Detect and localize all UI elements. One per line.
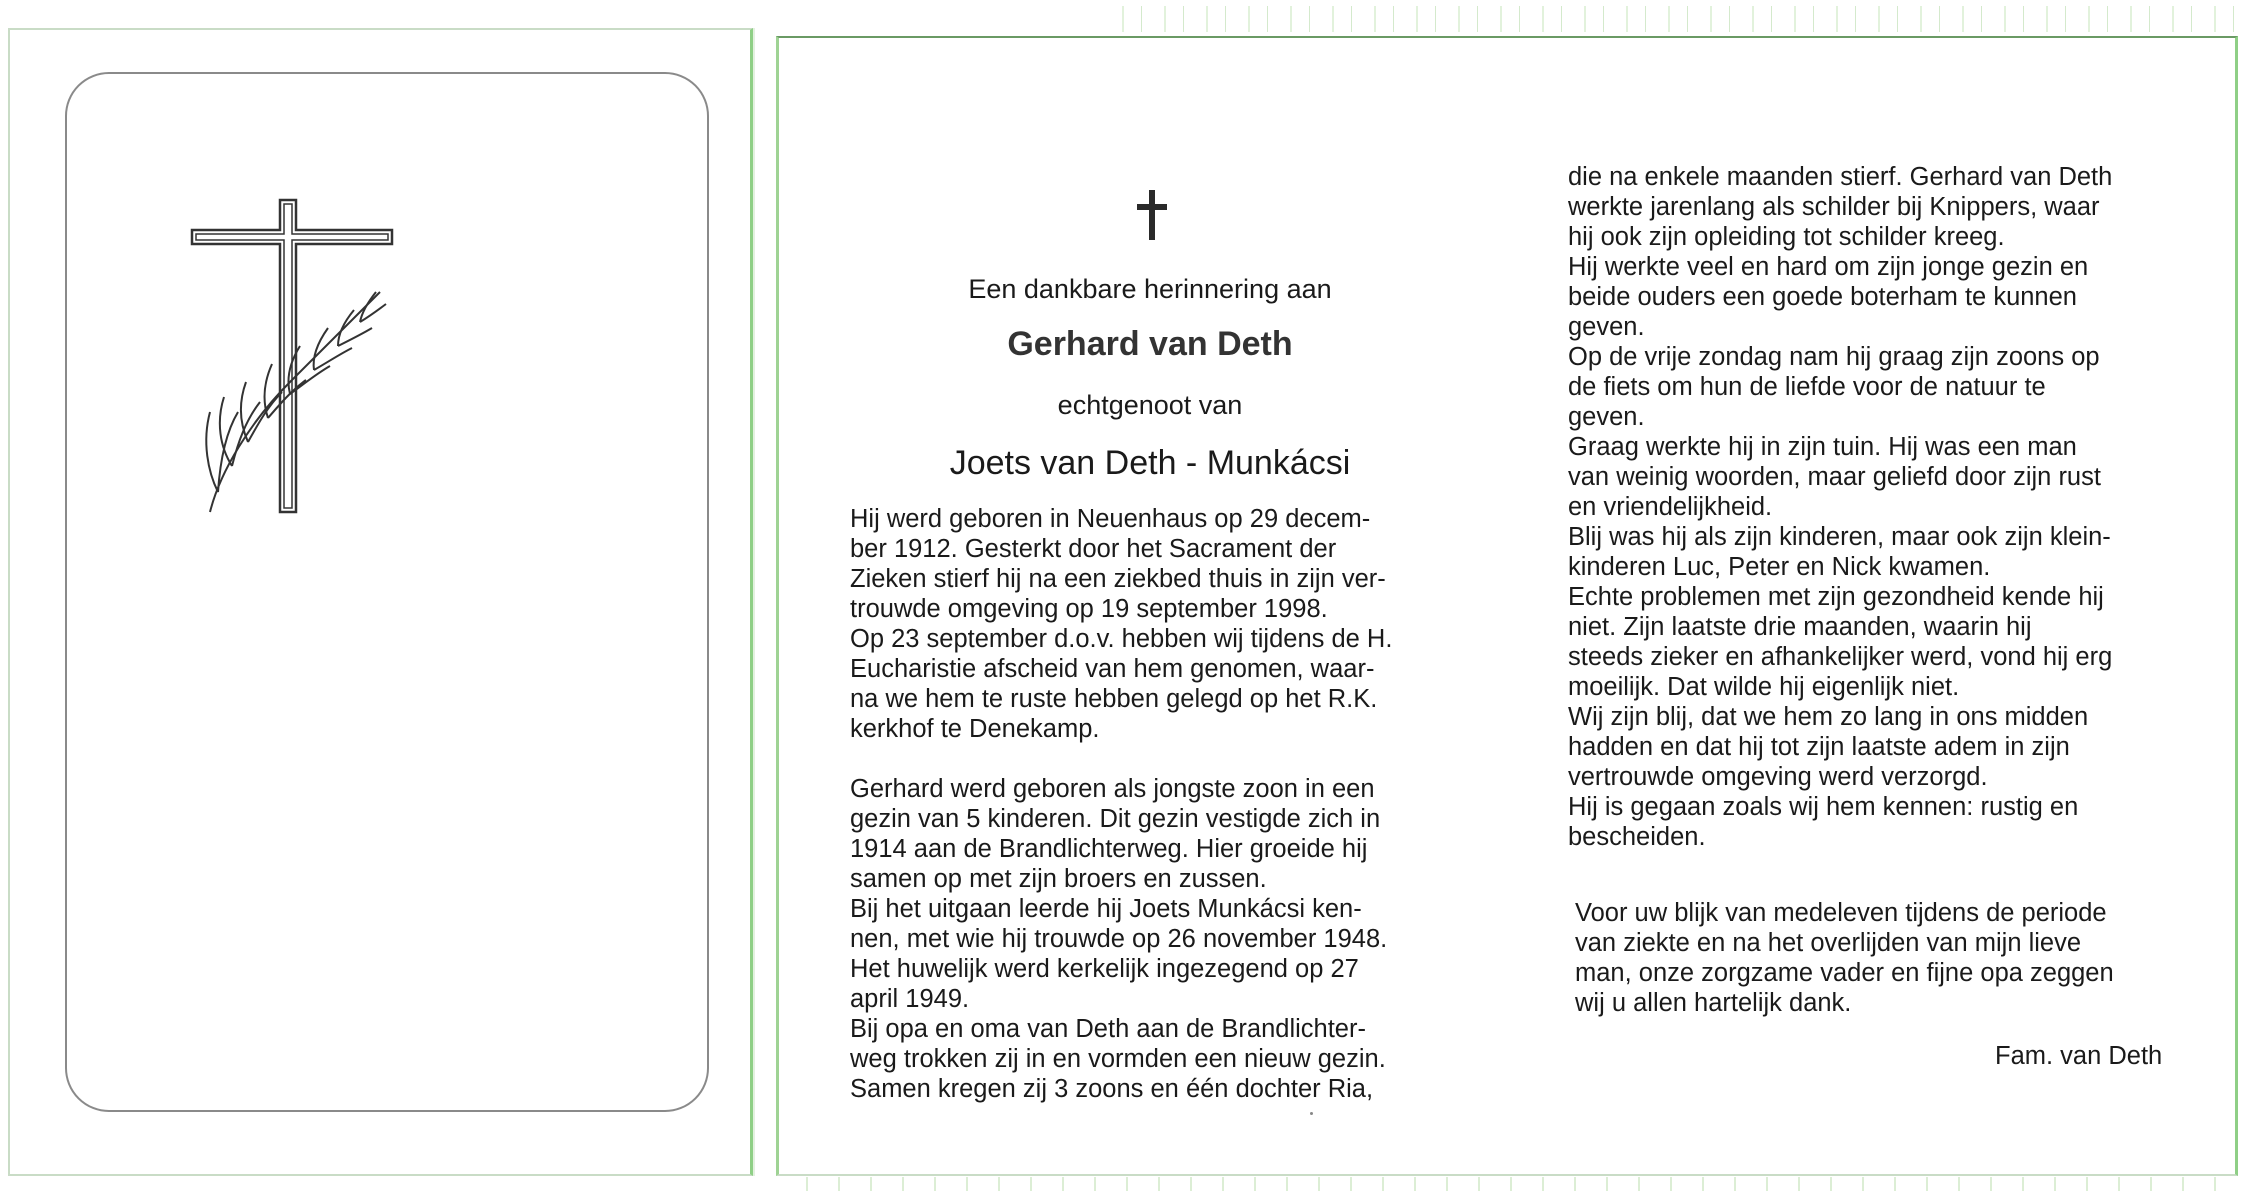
text-line: Eucharistie afscheid van hem genomen, waar- xyxy=(850,655,1375,683)
text-line: na we hem te ruste hebben gelegd op het R.K. xyxy=(850,685,1378,713)
text-line: Op 23 september d.o.v. hebben wij tijdens de H. xyxy=(850,625,1393,653)
text-line: Hij werd geboren in Neuenhaus op 29 decem- xyxy=(850,505,1371,533)
text-line: Op de vrije zondag nam hij graag zijn zoons op xyxy=(1568,343,2100,371)
biography-right-column xyxy=(1568,162,2188,852)
text-line: Hij is gegaan zoals wij hem kennen: rustig en xyxy=(1568,793,2079,821)
scan-edge-strip-bottom xyxy=(776,1177,2238,1191)
paragraph-birth-death xyxy=(850,504,1490,744)
text-line: Bij opa en oma van Deth aan de Brandlichter- xyxy=(850,1015,1366,1043)
text-line: hij ook zijn opleiding tot schilder kreeg. xyxy=(1568,223,2005,251)
scan-speck xyxy=(1310,1112,1313,1115)
thanks-paragraph xyxy=(1575,898,2195,1018)
text-line: Echte problemen met zijn gezondheid kende hij xyxy=(1568,583,2104,611)
text-line: man, onze zorgzame vader en fijne opa zeggen xyxy=(1575,959,2114,987)
deceased-name: Gerhard van Deth xyxy=(1007,325,1293,363)
cross-icon xyxy=(1135,188,1169,242)
scan-edge-strip xyxy=(1100,6,2240,32)
text-line: steeds zieker en afhankelijker werd, vond hij erg xyxy=(1568,643,2113,671)
text-line: nen, met wie hij trouwde op 26 november 1948. xyxy=(850,925,1388,953)
card-front xyxy=(8,28,753,1176)
text-line: wij u allen hartelijk dank. xyxy=(1575,989,1852,1017)
text-line: ber 1912. Gesterkt door het Sacrament der xyxy=(850,535,1337,563)
text-line: hadden en dat hij tot zijn laatste adem in zijn xyxy=(1568,733,2070,761)
text-line: moeilijk. Dat wilde hij eigenlijk niet. xyxy=(1568,673,1960,701)
text-line: Zieken stierf hij na een ziekbed thuis in zijn ver- xyxy=(850,565,1386,593)
text-line: Het huwelijk werd kerkelijk ingezegend op 27 xyxy=(850,955,1359,983)
text-line: Voor uw blijk van medeleven tijdens de periode xyxy=(1575,899,2107,927)
text-line: kinderen Luc, Peter en Nick kwamen. xyxy=(1568,553,1991,581)
text-line: beide ouders een goede boterham te kunnen xyxy=(1568,283,2077,311)
text-line: Hij werkte veel en hard om zijn jonge gezin en xyxy=(1568,253,2089,281)
paragraph-life-story xyxy=(850,774,1490,1104)
text-line: en vriendelijkheid. xyxy=(1568,493,1773,521)
text-line: die na enkele maanden stierf. Gerhard van Deth xyxy=(1568,163,2113,191)
text-line: weg trokken zij in en vormden een nieuw gezin. xyxy=(850,1045,1386,1073)
text-line: niet. Zijn laatste drie maanden, waarin hij xyxy=(1568,613,2032,641)
family-signature: Fam. van Deth xyxy=(1995,1042,2163,1070)
text-line: werkte jarenlang als schilder bij Knippers, waar xyxy=(1568,193,2100,221)
text-line: samen op met zijn broers en zussen. xyxy=(850,865,1267,893)
text-line: april 1949. xyxy=(850,985,970,1013)
text-line: geven. xyxy=(1568,313,1645,341)
text-line: kerkhof te Denekamp. xyxy=(850,715,1100,743)
text-line: vertrouwde omgeving werd verzorgd. xyxy=(1568,763,1988,791)
text-line: Wij zijn blij, dat we hem zo lang in ons midden xyxy=(1568,703,2089,731)
text-line: Graag werkte hij in zijn tuin. Hij was een man xyxy=(1568,433,2077,461)
text-line: de fiets om hun de liefde voor de natuur te xyxy=(1568,373,2046,401)
text-line: gezin van 5 kinderen. Dit gezin vestigde zich in xyxy=(850,805,1381,833)
spouse-label: echtgenoot van xyxy=(1057,390,1243,420)
text-line: Samen kregen zij 3 zoons en één dochter Ria, xyxy=(850,1075,1374,1103)
text-line: bescheiden. xyxy=(1568,823,1706,851)
text-line: Gerhard werd geboren als jongste zoon in een xyxy=(850,775,1375,803)
text-line: 1914 aan de Brandlichterweg. Hier groeide hij xyxy=(850,835,1368,863)
text-line: Blij was hij als zijn kinderen, maar ook zijn klein- xyxy=(1568,523,2111,551)
cross-with-palm-branch-icon xyxy=(180,192,410,532)
spouse-name: Joets van Deth - Munkácsi xyxy=(949,444,1351,482)
text-line: trouwde omgeving op 19 september 1998. xyxy=(850,595,1328,623)
text-line: Bij het uitgaan leerde hij Joets Munkácsi ken- xyxy=(850,895,1362,923)
text-line: van weinig woorden, maar geliefd door zijn rust xyxy=(1568,463,2101,491)
text-line: van ziekte en na het overlijden van mijn lieve xyxy=(1575,929,2082,957)
text-line: geven. xyxy=(1568,403,1645,431)
intro-text: Een dankbare herinnering aan xyxy=(968,274,1332,304)
biography-left-column xyxy=(850,504,1490,1104)
